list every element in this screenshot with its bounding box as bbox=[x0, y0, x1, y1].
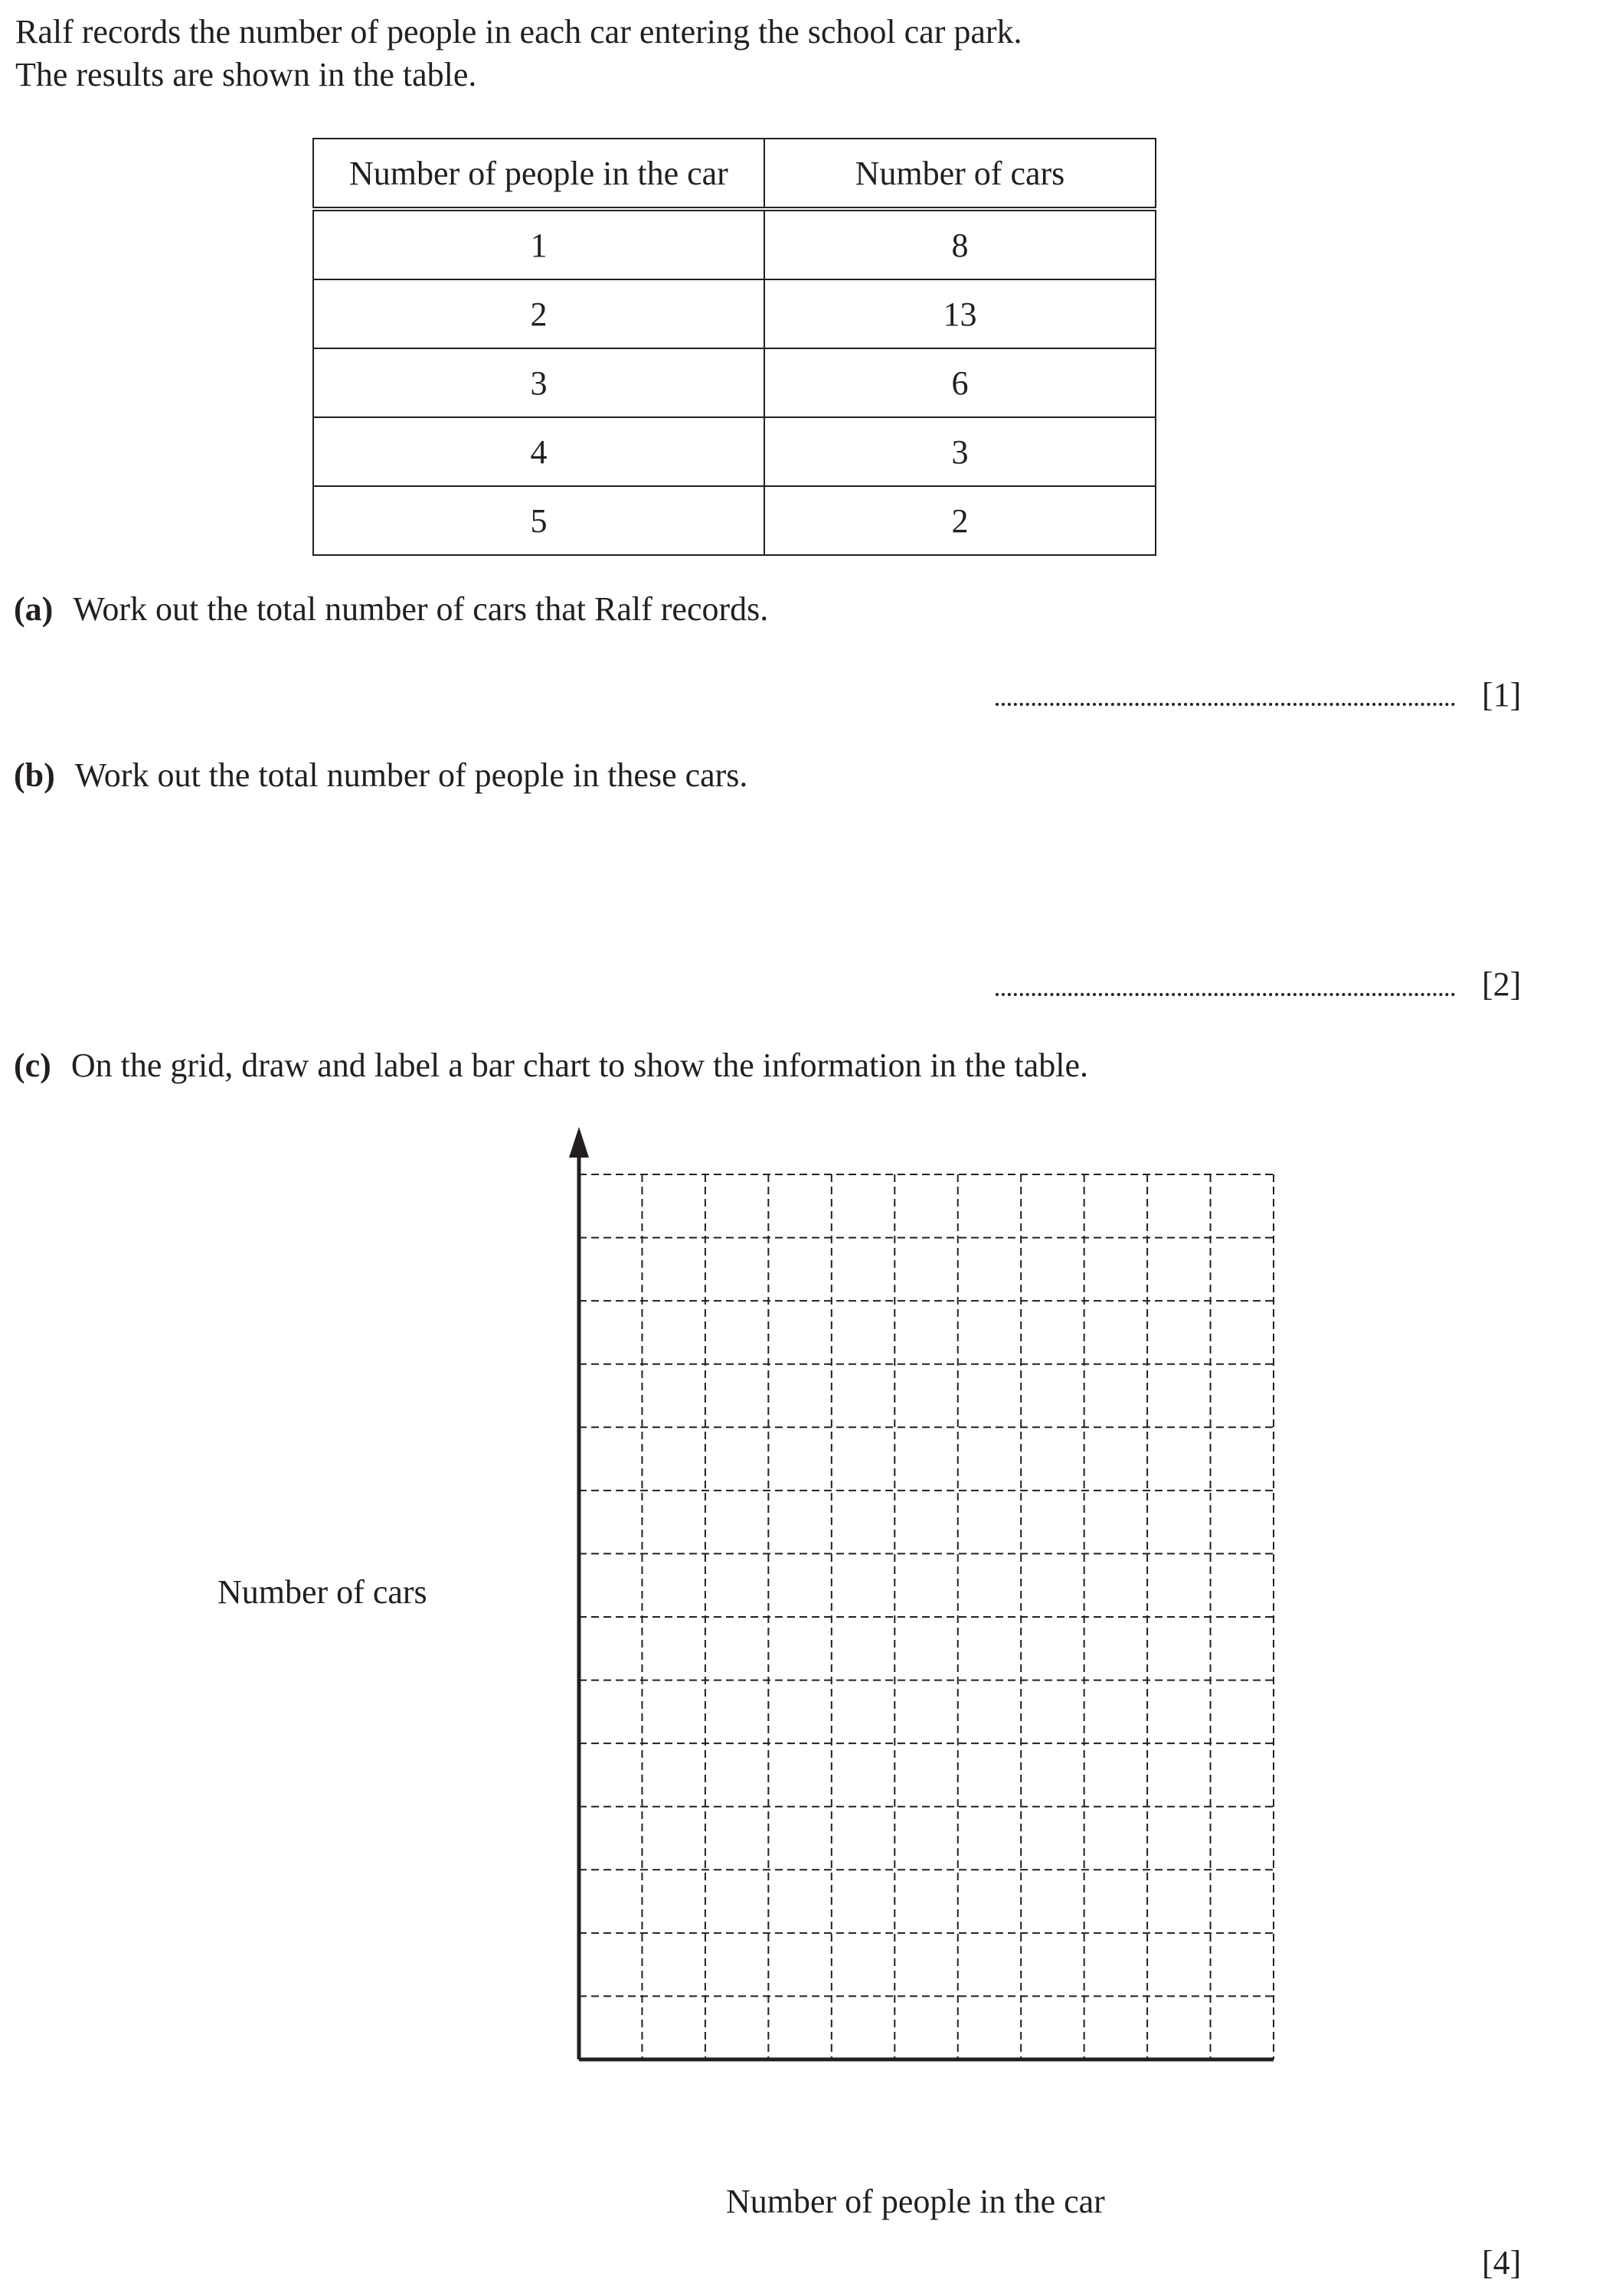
intro-line-2: The results are shown in the table. bbox=[15, 56, 477, 93]
table-header-cars: Number of cars bbox=[764, 139, 1156, 209]
question-a-text: Work out the total number of cars that Ralf records. bbox=[73, 590, 769, 628]
marks-a: [1] bbox=[1482, 676, 1522, 714]
question-c-text: On the grid, draw and label a bar chart to show the information in the table. bbox=[70, 1047, 1088, 1084]
table-header-people: Number of people in the car bbox=[313, 139, 764, 209]
table-cell-cars: 2 bbox=[764, 486, 1156, 555]
table-cell-people: 1 bbox=[313, 209, 764, 279]
question-b-label: (b) bbox=[14, 756, 55, 794]
table-cell-people: 5 bbox=[313, 486, 764, 555]
intro-line-1: Ralf records the number of people in each car entering the school car park. bbox=[15, 13, 1022, 51]
y-axis-arrow-icon bbox=[569, 1127, 589, 1158]
table-cell-people: 2 bbox=[313, 279, 764, 348]
table-cell-cars: 13 bbox=[764, 279, 1156, 348]
marks-c: [4] bbox=[1482, 2244, 1522, 2281]
marks-b: [2] bbox=[1482, 965, 1522, 1003]
table-cell-cars: 8 bbox=[764, 209, 1156, 279]
table-cell-people: 3 bbox=[313, 348, 764, 417]
table-cell-cars: 6 bbox=[764, 348, 1156, 417]
x-axis-label: Number of people in the car bbox=[726, 2183, 1105, 2220]
y-axis-label: Number of cars bbox=[217, 1573, 427, 1611]
question-a-label: (a) bbox=[14, 590, 54, 628]
table-cell-cars: 3 bbox=[764, 417, 1156, 486]
table-cell-people: 4 bbox=[313, 417, 764, 486]
question-b-text: Work out the total number of people in these cars. bbox=[74, 756, 748, 794]
grid-lines bbox=[579, 1174, 1274, 2059]
question-c-label: (c) bbox=[14, 1047, 51, 1084]
